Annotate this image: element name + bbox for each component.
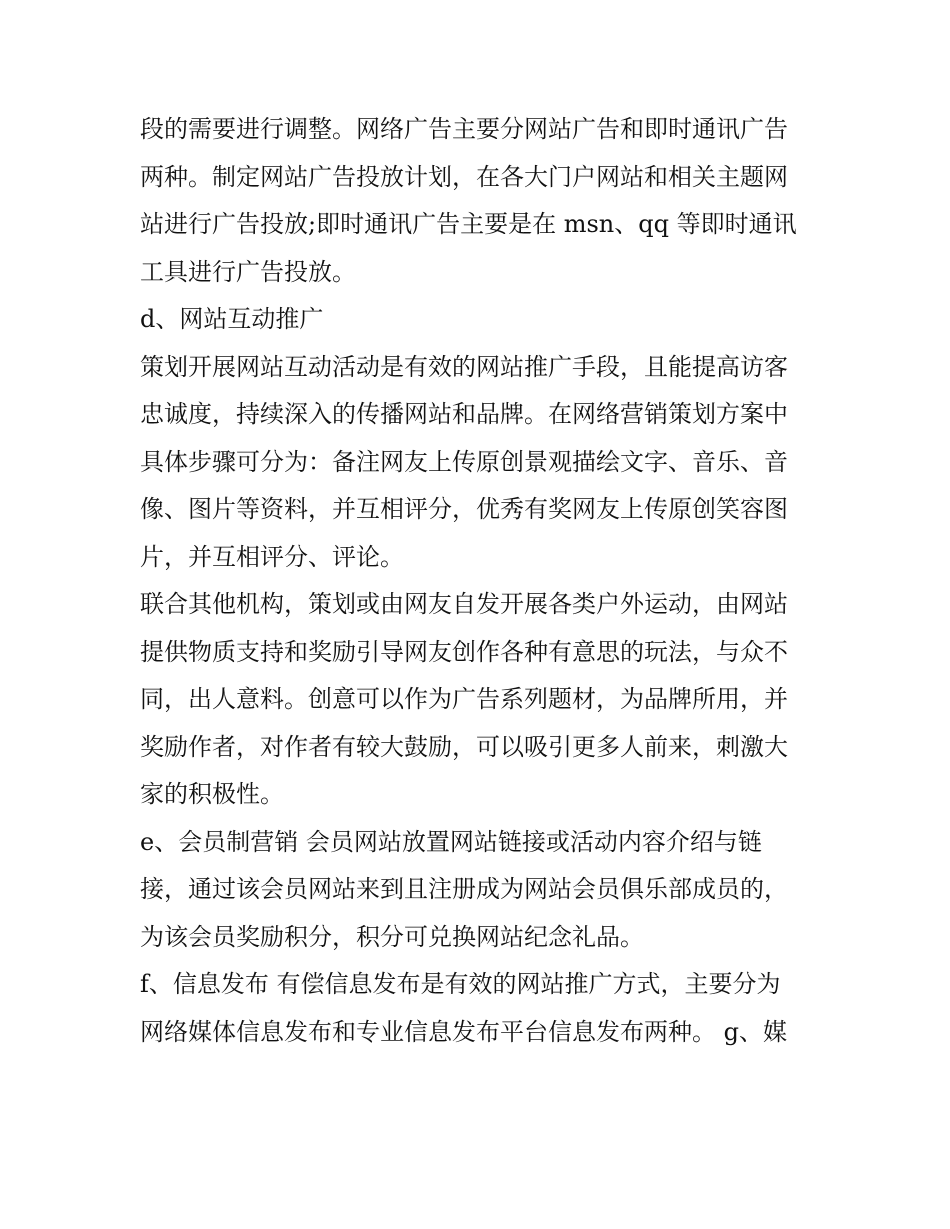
text-line: 段的需要进行调整。网络广告主要分网站广告和即时通讯广告: [140, 115, 788, 143]
text-line: 为该会员奖励积分，积分可兑换网站纪念礼品。: [140, 922, 644, 951]
text-line: 忠诚度，持续深入的传播网站和品牌。在网络营销策划方案中: [140, 400, 788, 428]
text-line: e、会员制营销 会员网站放置网站链接或活动内容介绍与链: [140, 827, 762, 856]
text-line: 网络媒体信息发布和专业信息发布平台信息发布两种。 g、媒: [140, 1017, 787, 1046]
document-body: [140, 106, 820, 1056]
text-line: 片，并互相评分、评论。: [140, 542, 404, 571]
text-line: 同，出人意料。创意可以作为广告系列题材，为品牌所用，并: [140, 685, 788, 713]
text-line: 像、图片等资料，并互相评分，优秀有奖网友上传原创笑容图: [140, 495, 788, 523]
text-line: 联合其他机构，策划或由网友自发开展各类户外运动，由网站: [140, 590, 788, 618]
text-line: 两种。制定网站广告投放计划，在各大门户网站和相关主题网: [140, 162, 788, 191]
text-line: 站进行广告投放;即时通讯广告主要是在 msn、qq 等即时通讯: [140, 210, 797, 238]
text-line: 具体步骤可分为：备注网友上传原创景观描绘文字、音乐、音: [140, 447, 788, 476]
text-line: 家的积极性。: [140, 780, 284, 808]
text-line: 策划开展网站互动活动是有效的网站推广手段，且能提高访客: [140, 352, 788, 381]
section-heading: d、网站互动推广: [140, 305, 324, 333]
text-line: f、信息发布 有偿信息发布是有效的网站推广方式，主要分为: [140, 970, 781, 998]
text-line: 接，通过该会员网站来到且注册成为网站会员俱乐部成员的，: [140, 875, 788, 903]
text-line: 工具进行广告投放。: [140, 257, 356, 286]
text-line: 提供物质支持和奖励引导网友创作各种有意思的玩法，与众不: [140, 637, 788, 666]
text-line: 奖励作者，对作者有较大鼓励，可以吸引更多人前来，刺激大: [140, 732, 788, 761]
